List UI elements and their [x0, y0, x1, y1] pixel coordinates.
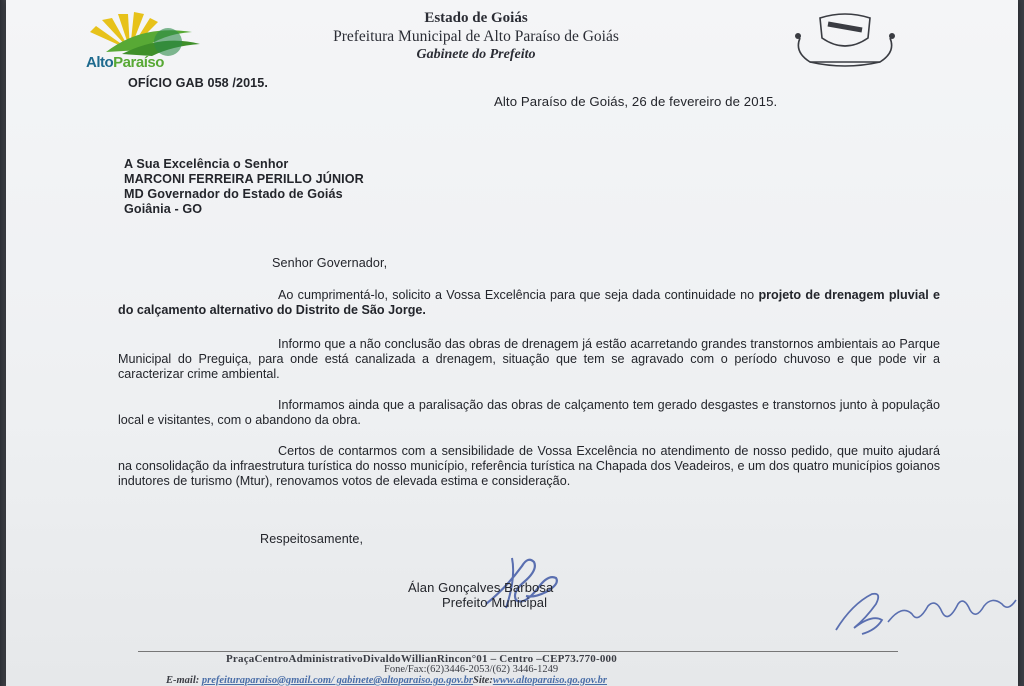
paragraph-3: Informamos ainda que a paralisação das obras de calçamento tem gerado desgastes e transtornos junto à população local e visitantes, com o abandono da obra.	[118, 398, 940, 427]
header-office: Gabinete do Prefeito	[416, 47, 536, 62]
letter-page	[6, 0, 1018, 686]
footer-email-link[interactable]: prefeituraparaiso@gmail.com/ gabinete@altoparaiso.go.gov.br	[201, 675, 473, 686]
footer-site-link[interactable]: www.altoparaiso.go.gov.br	[492, 675, 607, 686]
footer-divider	[138, 651, 898, 652]
municipal-coat-of-arms	[780, 8, 910, 70]
closing: Respeitosamente,	[260, 532, 364, 546]
paragraph-4: Certos de contarmos com a sensibilidade de Vossa Excelência no atendimento de nosso pedido, que muito ajudará na consolidação da infraestrutura turística do nosso município, referência turística na Chapada dos Veadeiros, e um dos quatro municípios goianos indutores de turismo (Mtur), renovamos votos de elevada estima e consideração.	[118, 444, 940, 488]
salutation: Senhor Governador,	[272, 256, 388, 270]
paragraph-1: Ao cumprimentá-lo, solicito a Vossa Excelência para que seja dada continuidade no projeto de drenagem pluvial e do calçamento alternativo do Distrito de São Jorge.	[118, 288, 941, 317]
paragraph-2: Informo que a não conclusão das obras de drenagem já estão acarretando grandes transtornos ambientais ao Parque Municipal do Preguiça, para onde está canalizada a drenagem, situação que tem se agravado com o período chuvoso e que pode vir a caracterizar crime ambiental.	[118, 337, 940, 381]
recipient-line-1: A Sua Excelência o Senhor	[124, 157, 289, 171]
letter-place-date: Alto Paraíso de Goiás, 26 de fevereiro de 2015.	[494, 94, 778, 109]
footer-address: PraçaCentroAdministrativoDivaldoWillianRincon°01 – Centro –CEP73.770-000	[226, 653, 617, 665]
signer-name: Álan Gonçalves Barbosa	[408, 580, 554, 595]
logo-wordmark: AltoParaíso	[86, 54, 164, 71]
header-state: Estado de Goiás	[424, 10, 528, 26]
receipt-handwritten-signature	[832, 584, 1022, 640]
recipient-line-4: Goiânia - GO	[124, 202, 203, 216]
header-municipality: Prefeitura Municipal de Alto Paraíso de Goiás	[333, 28, 619, 45]
footer-phone: Fone/Fax:(62)3446-2053/(62) 3446-1249	[384, 664, 559, 675]
signer-title: Prefeito Municipal	[442, 595, 548, 610]
letter-reference: OFÍCIO GAB 058 /2015.	[128, 76, 268, 90]
recipient-line-2: MARCONI FERREIRA PERILLO JÚNIOR	[124, 172, 364, 186]
footer-contacts: E-mail: prefeituraparaiso@gmail.com/ gabinete@altoparaiso.go.gov.brSite:www.altoparaiso.go.gov.br	[166, 675, 607, 686]
recipient-line-3: MD Governador do Estado de Goiás	[124, 187, 343, 201]
